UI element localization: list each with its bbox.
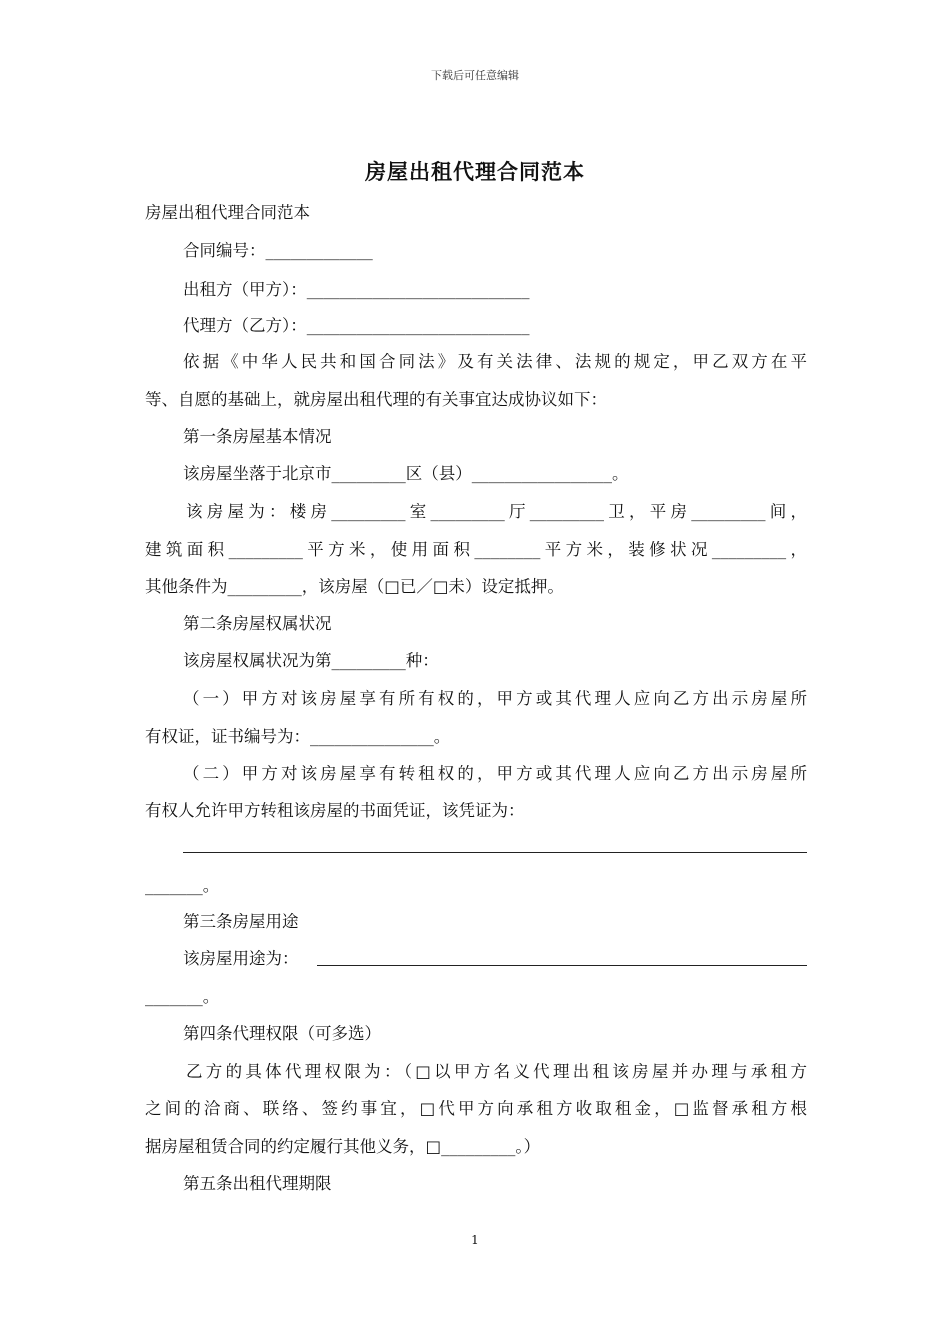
ownership-2-line-1: （二）甲方对该房屋享有转租权的，甲方或其代理人应向乙方出示房屋所 [183, 764, 807, 783]
location-line: 该房屋坐落于北京市_________区（县）_________________。 [183, 464, 629, 483]
blank-underline [183, 852, 807, 853]
usage-underline [317, 965, 807, 966]
article-3-heading: 第三条房屋用途 [183, 912, 299, 931]
lessor-line: 出租方（甲方）：___________________________ [183, 280, 530, 299]
ownership-1-line-2: 有权证，证书编号为：_______________。 [145, 727, 451, 746]
layout-line-2: 建筑面积_________平方米，使用面积________平方米，装修状况_________， [145, 540, 807, 559]
subtitle-line: 房屋出租代理合同范本 [145, 203, 310, 222]
layout-line-1: 该房屋为：楼房_________室_________厅_________卫，平房_________间， [186, 502, 807, 521]
usage-line-2: _______。 [145, 987, 220, 1006]
preamble-line-2: 等、自愿的基础上，就房屋出租代理的有关事宜达成协议如下： [145, 390, 607, 409]
agent-line: 代理方（乙方）：___________________________ [183, 316, 530, 335]
contract-number-line: 合同编号：_____________ [183, 241, 373, 260]
article-5-heading: 第五条出租代理期限 [183, 1174, 332, 1193]
page-number: 1 [471, 1233, 479, 1247]
article-2-heading: 第二条房屋权属状况 [183, 614, 332, 633]
page-header: 下载后可任意编辑 [431, 69, 519, 82]
article-4-heading: 第四条代理权限（可多选） [183, 1024, 381, 1043]
preamble-line-1: 依据《中华人民共和国合同法》及有关法律、法规的规定，甲乙双方在平 [183, 352, 807, 371]
ownership-2-line-4: _______。 [145, 876, 220, 895]
authority-line-2: 之间的洽商、联络、签约事宜，□代甲方向承租方收取租金，□监督承租方根 [145, 1099, 807, 1118]
ownership-type-line: 该房屋权属状况为第_________种： [183, 651, 439, 670]
authority-line-3: 据房屋租赁合同的约定履行其他义务，□_________。） [145, 1137, 541, 1156]
ownership-2-line-2: 有权人允许甲方转租该房屋的书面凭证，该凭证为： [145, 801, 525, 820]
document-title: 房屋出租代理合同范本 [365, 159, 585, 184]
layout-line-3: 其他条件为_________，该房屋（□已／□未）设定抵押。 [145, 577, 564, 596]
ownership-1-line-1: （一）甲方对该房屋享有所有权的，甲方或其代理人应向乙方出示房屋所 [183, 689, 807, 708]
article-1-heading: 第一条房屋基本情况 [183, 427, 332, 446]
usage-line-1: 该房屋用途为： [183, 949, 299, 968]
authority-line-1: 乙方的具体代理权限为：（□以甲方名义代理出租该房屋并办理与承租方 [186, 1062, 807, 1081]
